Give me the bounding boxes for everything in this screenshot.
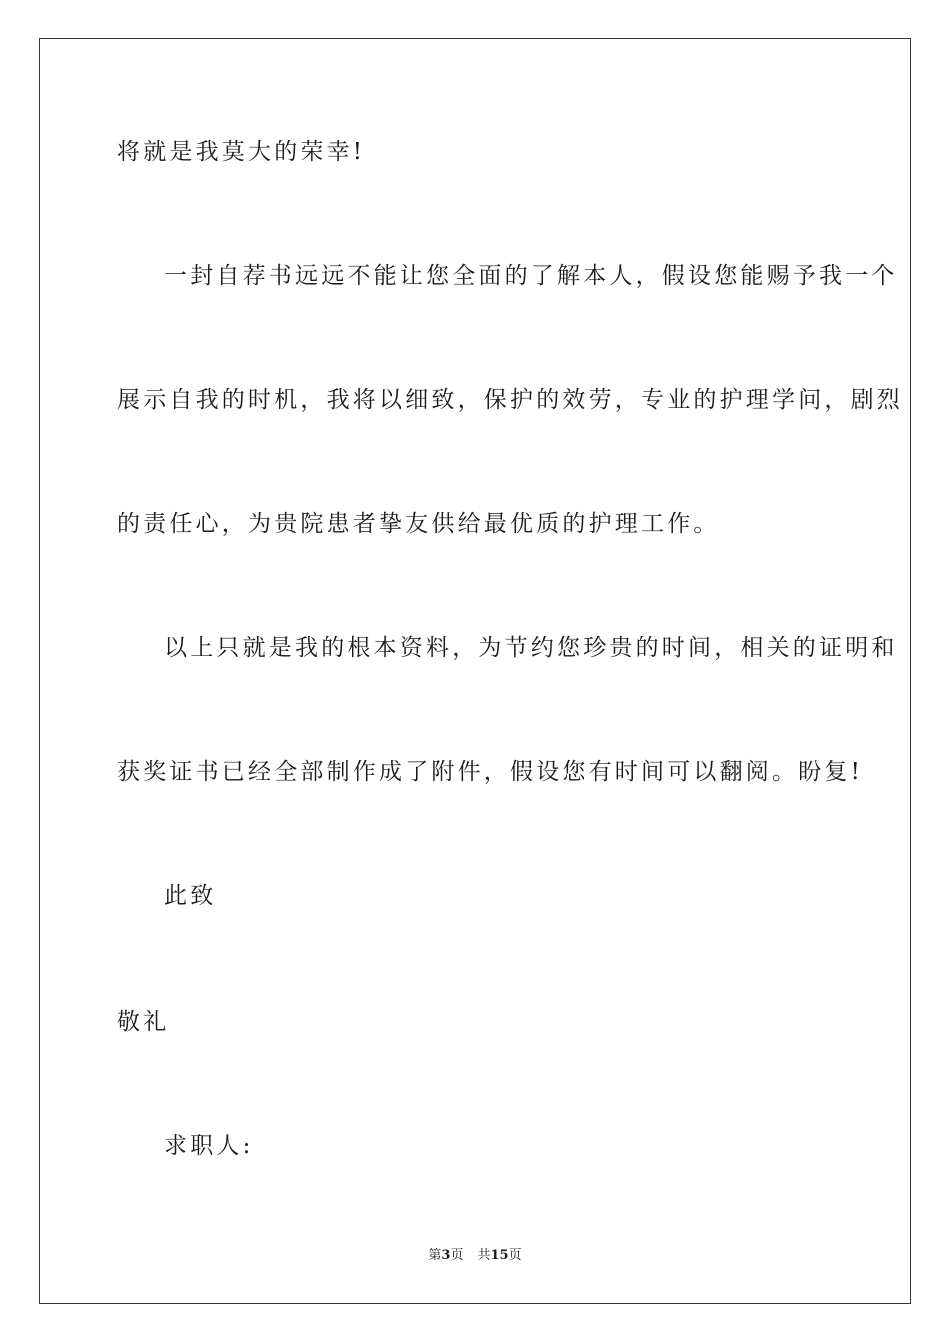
body-line-1: 将就是我莫大的荣幸! [117,139,366,165]
page-prefix: 第 [428,1248,442,1263]
page-frame [39,38,911,1304]
paragraph-2-line-2: 展示自我的时机，我将以细致，保护的效劳，专业的护理学问，剧烈 [117,387,903,413]
paragraph-2-line-3: 的责任心，为贵院患者挚友供给最优质的护理工作。 [117,511,720,537]
total-prefix: 共 [477,1248,491,1263]
paragraph-2-line-1: 一封自荐书远远不能让您全面的了解本人，假设您能赐予我一个 [164,263,898,289]
paragraph-3-line-2: 获奖证书已经全部制作成了附件，假设您有时间可以翻阅。盼复! [117,759,864,785]
paragraph-3-line-1: 以上只就是我的根本资料，为节约您珍贵的时间，相关的证明和 [164,635,898,661]
page-number: 3 [441,1248,451,1263]
page-footer [0,1247,950,1265]
applicant-signature-label: 求职人: [164,1133,254,1159]
total-suffix: 页 [508,1248,522,1263]
closing-salutation: 此致 [164,883,217,909]
total-pages: 15 [490,1248,509,1263]
closing-regards: 敬礼 [117,1009,170,1035]
page-suffix: 页 [450,1248,464,1263]
